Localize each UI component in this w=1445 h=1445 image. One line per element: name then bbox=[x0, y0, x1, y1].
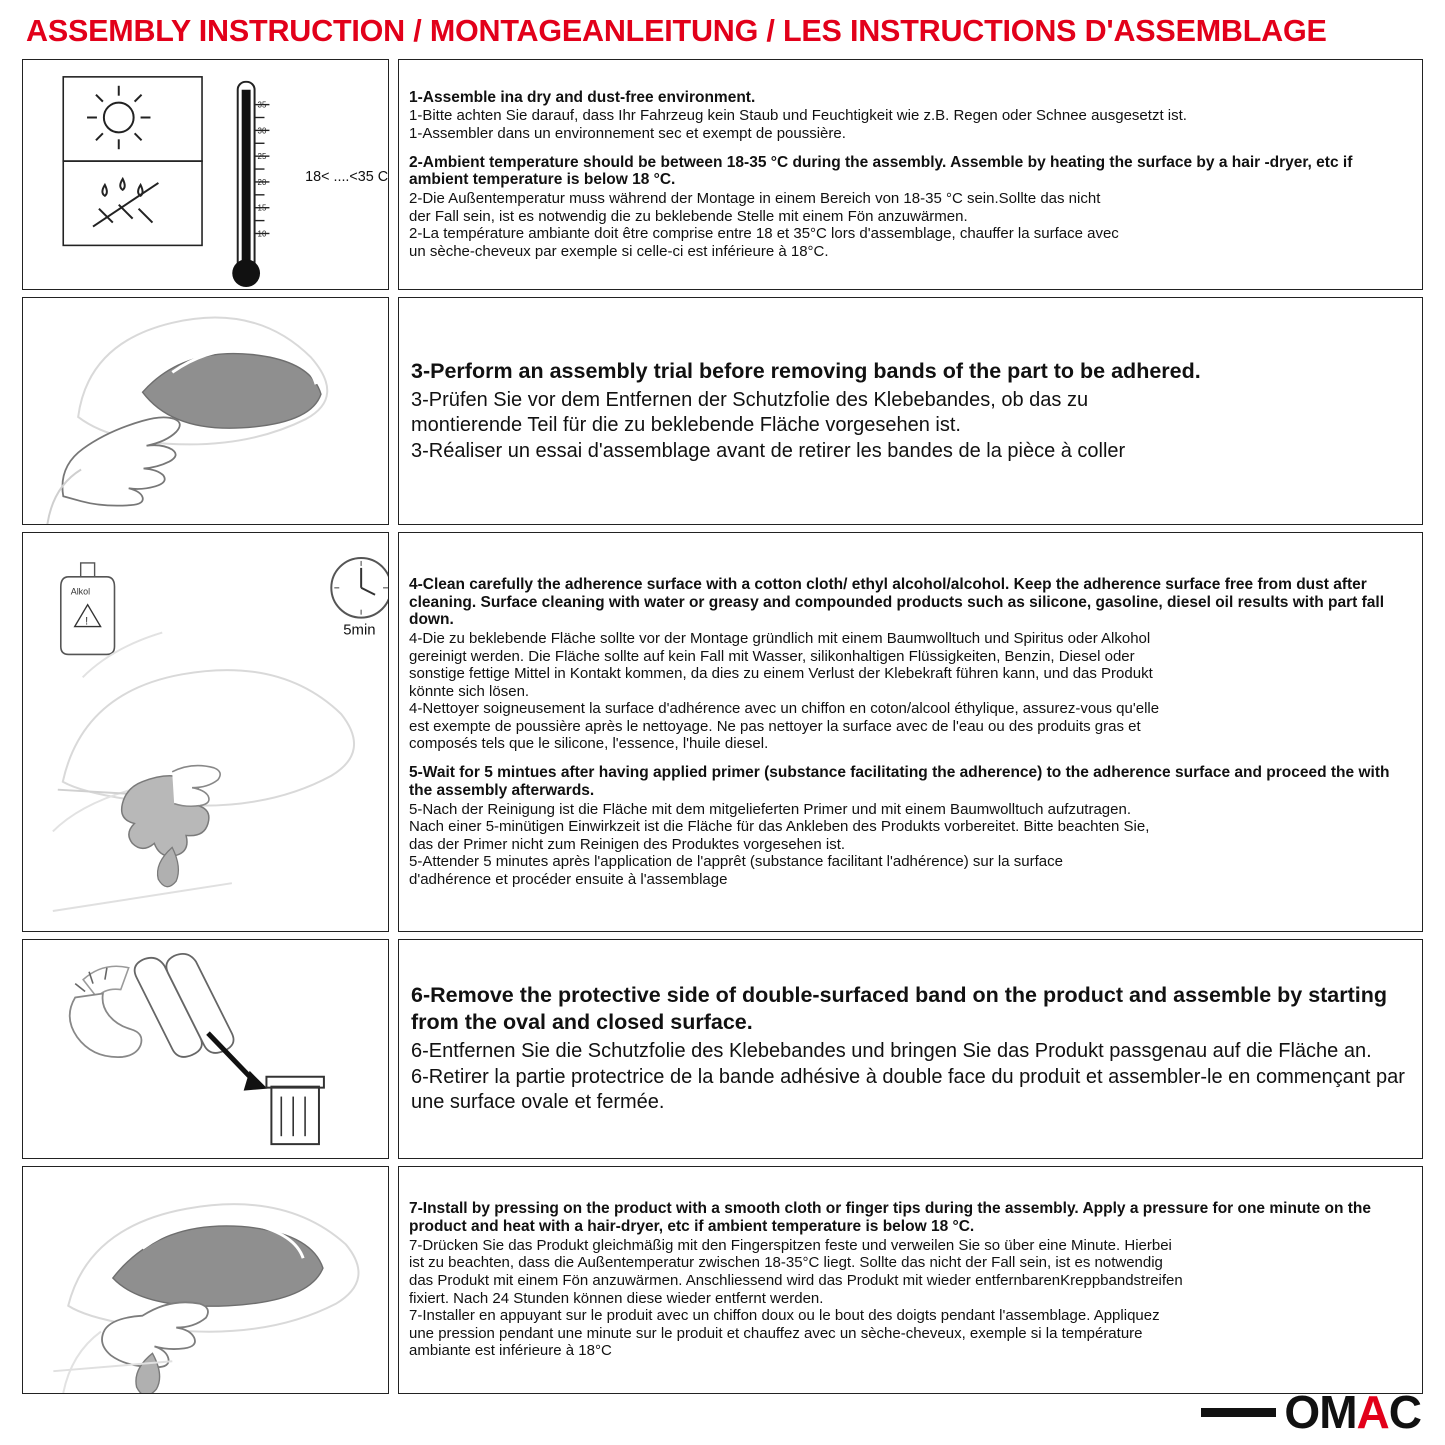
step-4-line-de-2: gereinigt werden. Die Fläche sollte auf kein Fall mit Wasser, silikonhaltigen Flüssigkeiten, Benzin, Diesel oder bbox=[409, 647, 1135, 665]
illustration-step6 bbox=[22, 939, 389, 1159]
step-3-line-de-2: montierende Teil für die zu beklebende Fläche vorgesehen ist. bbox=[411, 414, 961, 437]
step-row-3 bbox=[22, 532, 1423, 932]
svg-text:15: 15 bbox=[257, 203, 267, 213]
hand-pressing-mirror-cover-icon bbox=[23, 1167, 388, 1393]
step-2-line-de-2: der Fall sein, ist es notwendig die zu beklebende Stelle mit einem Fön anzuwärmen. bbox=[409, 207, 968, 225]
step-7-line-fr-1: 7-Installer en appuyant sur le produit avec un chiffon doux ou le bout des doigts pendant l'assemblage. Appliquez bbox=[409, 1307, 1160, 1325]
illustration-step4 bbox=[22, 532, 389, 932]
step-5-line-de-1: 5-Nach der Reinigung ist die Fläche mit dem mitgelieferten Primer und mit einem Baumwolltuch aufzutragen. bbox=[409, 800, 1131, 818]
step-7-line-de-2: ist zu beachten, dass die Außentemperatur zwischen 18-35°C liegt. Sollte das nicht der Fall sein, ist es notwendig bbox=[409, 1254, 1163, 1272]
step-7-line-de-4: fixiert. Nach 24 Stunden können diese wieder entfernt werden. bbox=[409, 1289, 824, 1307]
step-text-7 bbox=[398, 1166, 1423, 1394]
logo-om: OM bbox=[1284, 1386, 1357, 1438]
step-7-line-fr-2: une pression pendant une minute sur le produit et chauffez avec un sèche-cheveux, exemple si la température bbox=[409, 1324, 1143, 1342]
svg-text:18< ....<35 C: 18< ....<35 C bbox=[305, 168, 388, 185]
step-7-line-de-1: 7-Drücken Sie das Produkt gleichmäßig mit den Fingerspitzen feste und verweilen Sie so über eine Minute. Hierbei bbox=[409, 1236, 1172, 1254]
steps-list bbox=[22, 59, 1423, 1394]
step-row-2 bbox=[22, 297, 1423, 525]
step-5-block bbox=[409, 764, 1412, 888]
svg-text:!: ! bbox=[85, 615, 89, 628]
step-2-line-fr-2: un sèche-cheveux par exemple si celle-ci est inférieure à 18°C. bbox=[409, 242, 829, 260]
step-6-lead: 6-Remove the protective side of double-surfaced band on the product and assemble by starting from the oval and closed surface. bbox=[411, 983, 1388, 1035]
step-4-line-fr-3: composés tels que le silicone, l'essence, l'huile diesel. bbox=[409, 735, 769, 753]
step-4-line-de-1: 4-Die zu beklebende Fläche sollte vor der Montage gründlich mit einem Baumwolltuch und Spiritus oder Alkohol bbox=[409, 630, 1151, 648]
step-7-line-de-3: das Produkt mit einem Fön anzuwärmen. Anschliessend wird das Produkt mit wieder entfernbarenKreppbandstreifen bbox=[409, 1271, 1183, 1289]
step-2-block bbox=[409, 154, 1412, 261]
svg-text:5min: 5min bbox=[343, 622, 376, 639]
svg-text:Alkol: Alkol bbox=[70, 586, 91, 597]
step-4-block bbox=[409, 576, 1412, 753]
step-5-line-de-2: Nach einer 5-minütigen Einwirkzeit ist die Fläche für das Ankleben des Produkts vorbereitet. Bitte beachten Sie, bbox=[409, 818, 1150, 836]
svg-text:30: 30 bbox=[257, 126, 267, 136]
logo-a: A bbox=[1356, 1386, 1389, 1438]
cleaning-mirror-with-alcohol-icon bbox=[23, 533, 388, 931]
step-text-1 bbox=[398, 59, 1423, 290]
svg-text:25: 25 bbox=[257, 152, 267, 162]
illustration-step1 bbox=[22, 59, 389, 290]
logo-c: C bbox=[1388, 1386, 1421, 1438]
step-3-line-fr: 3-Réaliser un essai d'assemblage avant de retirer les bandes de la pièce à coller bbox=[411, 439, 1126, 462]
step-5-line-fr-1: 5-Attender 5 minutes après l'application de l'apprêt (substance facilitant l'adhérence) sur la surface bbox=[409, 853, 1063, 871]
step-row-1 bbox=[22, 59, 1423, 290]
page-title: ASSEMBLY INSTRUCTION / MONTAGEANLEITUNG / LES INSTRUCTIONS D'ASSEMBLAGE bbox=[26, 14, 1327, 48]
step-row-4 bbox=[22, 939, 1423, 1159]
logo-text bbox=[1284, 1386, 1421, 1438]
step-4-line-de-3: sonstige fettige Mittel in Kontakt kommen, da dies zu einem Verlust der Klebekraft führen kann, und das Produkt bbox=[409, 665, 1153, 683]
illustration-step7 bbox=[22, 1166, 389, 1394]
step-4-lead: 4-Clean carefully the adherence surface with a cotton cloth/ ethyl alcohol/alcohol. Keep the adherence surface free from dust after cleaning. Surface cleaning with water or greasy and compounded products such as silicone, gasoline, diesel oil results with part fall down. bbox=[409, 575, 1385, 629]
step-3-lead: 3-Perform an assembly trial before removing bands of the part to be adhered. bbox=[411, 358, 1201, 383]
svg-text:35: 35 bbox=[257, 100, 267, 110]
step-3-block bbox=[411, 358, 1412, 465]
step-6-line-fr: 6-Retirer la partie protectrice de la bande adhésive à double face du produit et assembler-le en commençant par une surface ovale et fermée. bbox=[411, 1065, 1405, 1114]
step-7-lead: 7-Install by pressing on the product with a smooth cloth or finger tips during the assembly. Apply a pressure for one minute on the product and heat with a hair-dryer, etc if ambient temperature is below 18 °C. bbox=[409, 1200, 1371, 1236]
brand-logo bbox=[1201, 1386, 1421, 1438]
step-2-lead: 2-Ambient temperature should be between 18-35 °C during the assembly. Assemble by heating the surface by a hair -dryer, etc if ambient temperature is below 18 °C. bbox=[409, 153, 1353, 189]
step-text-6 bbox=[398, 939, 1423, 1159]
step-6-block bbox=[411, 982, 1412, 1116]
step-2-line-de-1: 2-Die Außentemperatur muss während der Montage in einem Bereich von 18-35 °C sein.Sollte das nicht bbox=[409, 190, 1101, 208]
step-4-line-de-4: könnte sich lösen. bbox=[409, 682, 530, 700]
step-text-4 bbox=[398, 532, 1423, 932]
svg-text:10: 10 bbox=[257, 229, 267, 239]
hand-peeling-tape-into-bin-icon bbox=[23, 940, 388, 1158]
step-1-line-de: 1-Bitte achten Sie darauf, dass Ihr Fahrzeug kein Staub und Feuchtigkeit wie z.B. Regen oder Schnee ausgesetzt ist. bbox=[409, 107, 1187, 125]
hand-fitting-mirror-cover-icon bbox=[23, 298, 388, 524]
sun-no-water-thermometer-icon bbox=[23, 60, 388, 289]
svg-text:20: 20 bbox=[257, 177, 267, 187]
step-7-block bbox=[409, 1200, 1412, 1359]
step-row-5 bbox=[22, 1166, 1423, 1394]
step-5-lead: 5-Wait for 5 mintues after having applied primer (substance facilitating the adherence) to the adherence surface and proceed the with the assembly afterwards. bbox=[409, 763, 1390, 799]
step-1-block bbox=[409, 89, 1412, 143]
step-1-line-fr: 1-Assembler dans un environnement sec et exempt de poussière. bbox=[409, 125, 846, 142]
step-3-line-de-1: 3-Prüfen Sie vor dem Entfernen der Schutzfolie des Klebebandes, ob das zu bbox=[411, 388, 1089, 411]
illustration-step3 bbox=[22, 297, 389, 525]
step-6-line-de: 6-Entfernen Sie die Schutzfolie des Klebebandes und bringen Sie das Produkt passgenau auf die Fläche an. bbox=[411, 1039, 1372, 1062]
step-text-3 bbox=[398, 297, 1423, 525]
step-5-line-fr-2: d'adhérence et procéder ensuite à l'assemblage bbox=[409, 870, 728, 888]
step-2-line-fr-1: 2-La température ambiante doit être comprise entre 18 et 35°C lors d'assemblage, chauffer la surface avec bbox=[409, 225, 1119, 243]
step-4-line-fr-1: 4-Nettoyer soigneusement la surface d'adhérence avec un chiffon en coton/alcool éthylique, assurez-vous qu'elle bbox=[409, 700, 1160, 718]
logo-bar bbox=[1201, 1408, 1276, 1417]
step-4-line-fr-2: est exempte de poussière après le nettoyage. Ne pas nettoyer la surface avec de l'eau ou des produits gras et bbox=[409, 717, 1141, 735]
step-7-line-fr-3: ambiante est inférieure à 18°C bbox=[409, 1342, 612, 1360]
step-1-lead: 1-Assemble ina dry and dust-free environment. bbox=[409, 88, 756, 106]
step-5-line-de-3: das der Primer nicht zum Reinigen des Produktes vorgesehen ist. bbox=[409, 835, 846, 853]
